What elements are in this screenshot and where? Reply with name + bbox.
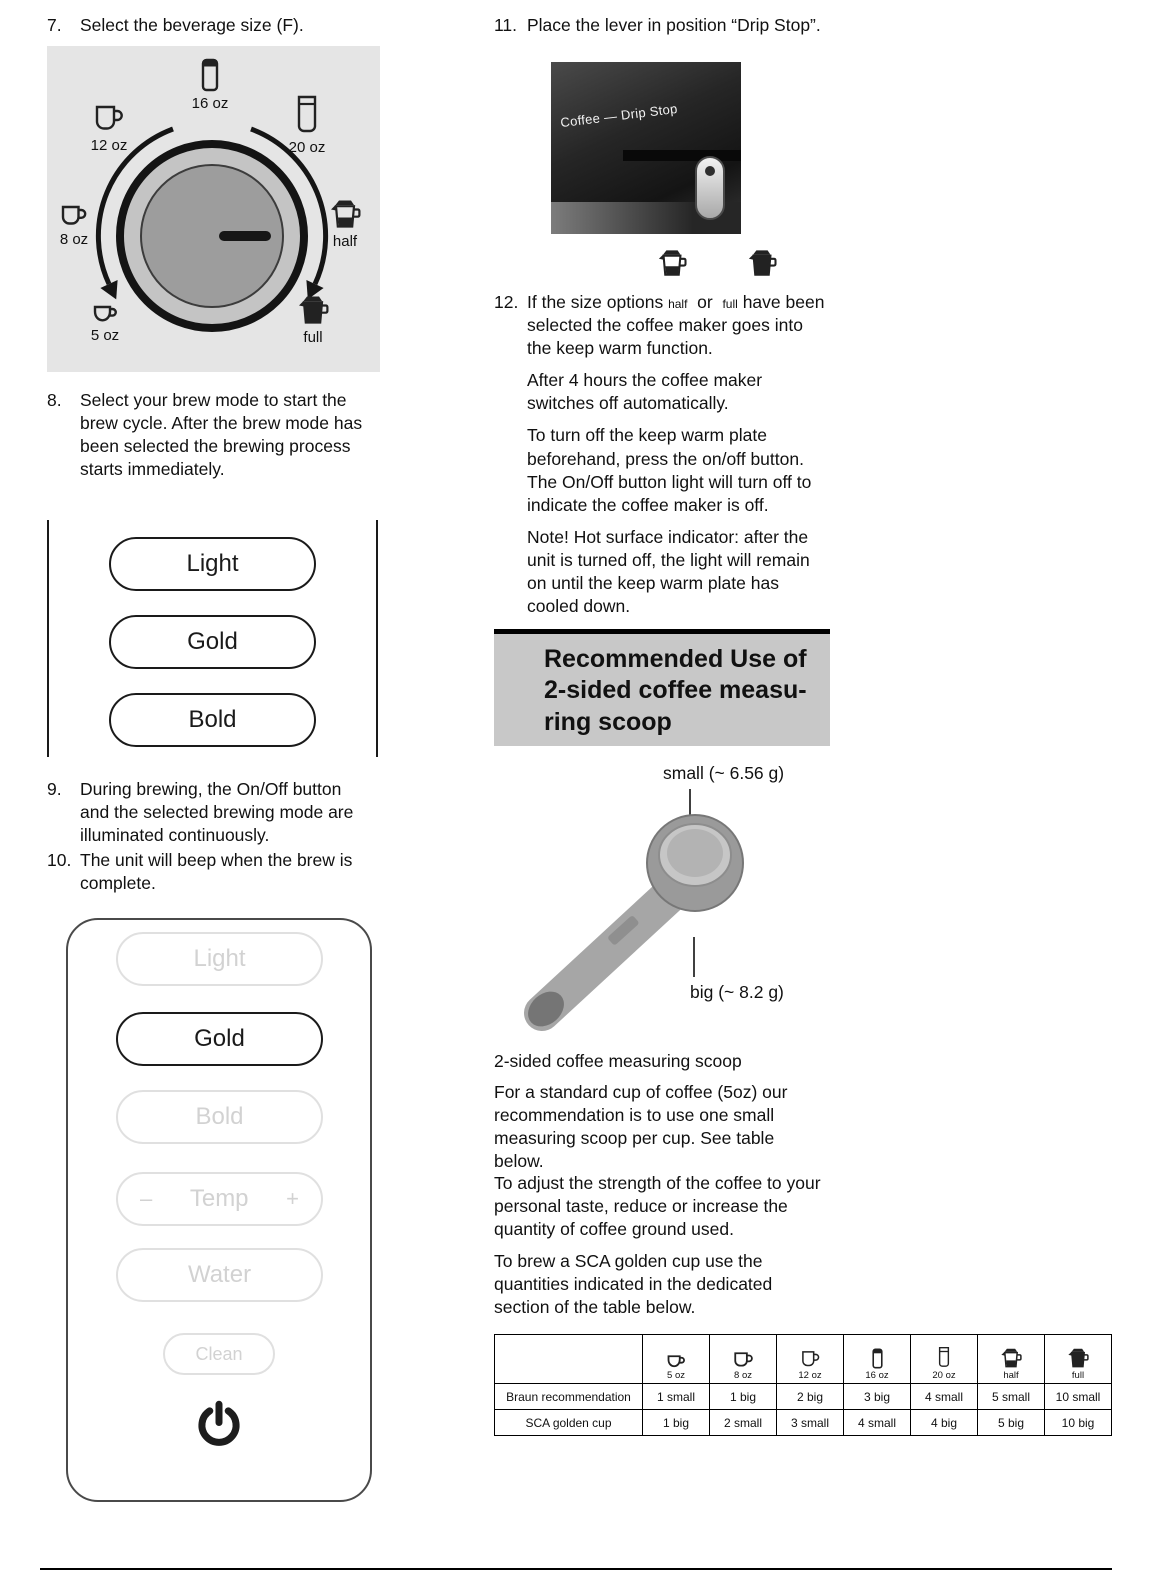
gold-button-label: Gold (194, 1025, 245, 1052)
cell: 3 big (844, 1384, 911, 1410)
size-option-16oz (182, 58, 238, 112)
section-title-line-1: Recommended Use of (544, 645, 807, 673)
size-option-12oz (81, 104, 137, 154)
step-11-text: Place the lever in position “Drip Stop”. (527, 15, 821, 35)
dosage-table (494, 1334, 1112, 1436)
dial-pointer (219, 231, 271, 241)
cup-5oz-icon (666, 1354, 686, 1369)
carafe-full-icon (296, 294, 330, 326)
cup-20oz-icon (938, 1346, 950, 1369)
cell: 2 small (710, 1410, 777, 1436)
temp-minus: – (140, 1186, 153, 1211)
step-9-number: 9. (47, 779, 62, 799)
cell: 10 small (1045, 1384, 1112, 1410)
gold-button-label: Gold (187, 628, 238, 655)
col-header-8oz: 8 oz (710, 1335, 777, 1384)
size-label-5oz: 5 oz (90, 327, 120, 344)
table-corner-cell (495, 1335, 643, 1384)
cup-20oz-icon (296, 94, 318, 136)
size-option-half (317, 198, 373, 250)
control-panel (66, 918, 372, 1502)
table-row-braun (495, 1384, 1112, 1410)
size-option-8oz (46, 204, 102, 248)
size-label-8oz: 8 oz (59, 231, 89, 248)
lever-shelf (623, 150, 741, 161)
cell: 1 big (710, 1384, 777, 1410)
water-button (116, 1248, 323, 1302)
keep-warm-paragraph-4: Note! Hot surface indicator: after the unit is turned off, the light will remain on until the keep warm plate has cooled down. (527, 526, 810, 617)
light-button-label: Light (186, 550, 239, 577)
size-label-20oz: 20 oz (288, 139, 326, 156)
scoop-paragraph-3: To brew a SCA golden cup use the quantities indicated in the dedicated section of the table below. (494, 1251, 773, 1318)
clean-button (163, 1333, 275, 1375)
power-icon (191, 1398, 247, 1454)
bold-button-label: Bold (195, 1103, 244, 1130)
step-9-text: During brewing, the On/Off button and the selected brewing mode are illuminated continuously. (80, 779, 354, 846)
lever-caption: Coffee — Drip Stop (559, 100, 679, 131)
light-button-label: Light (193, 945, 246, 972)
cell: 5 small (978, 1384, 1045, 1410)
size-option-5oz (77, 304, 133, 344)
scoop-section-header (494, 629, 830, 746)
step-9 (47, 778, 370, 847)
row-label: SCA golden cup (495, 1410, 643, 1436)
step-10-text: The unit will beep when the brew is complete. (80, 850, 353, 894)
cell: 5 big (978, 1410, 1045, 1436)
temp-plus: + (286, 1186, 299, 1211)
mug-8oz-icon (60, 204, 88, 228)
section-title-line-2: 2-sided coffee measu- (544, 676, 807, 705)
cell: 10 big (1045, 1410, 1112, 1436)
beverage-size-dial-panel (47, 46, 380, 372)
temp-button-label: Temp (189, 1185, 249, 1212)
cell: 4 small (911, 1384, 978, 1410)
carafe-half-icon (999, 1347, 1023, 1369)
cup-5oz-icon (92, 304, 118, 324)
size-label-half: half (332, 233, 358, 250)
step-7-text: Select the beverage size (F). (80, 15, 304, 35)
bold-button-dim (116, 1090, 323, 1144)
tumbler-16oz-icon (872, 1348, 883, 1369)
section-title-line-3: ring scoop (544, 707, 672, 736)
size-option-20oz (279, 94, 335, 156)
step-7-number: 7. (47, 15, 62, 35)
bold-button (109, 693, 316, 747)
col-header-half: half (978, 1335, 1045, 1384)
light-button-dim (116, 932, 323, 986)
step-10-number: 10. (47, 850, 72, 870)
step-11 (494, 14, 864, 37)
keep-warm-paragraph-1: If the size options half or full have been selected the coffee maker goes into the keep warm function. (527, 292, 825, 359)
step-11-number: 11. (494, 15, 518, 35)
col-header-full: full (1045, 1335, 1112, 1384)
step-12-text (527, 291, 832, 618)
size-label-12oz: 12 oz (90, 137, 128, 154)
carafe-full-icon (745, 248, 779, 278)
water-button-label: Water (187, 1261, 252, 1288)
size-label-16oz: 16 oz (191, 95, 229, 112)
mug-12oz-icon (94, 104, 124, 134)
mug-12oz-icon (801, 1350, 820, 1369)
clean-button-label: Clean (195, 1343, 243, 1364)
col-header-12oz: 12 oz (777, 1335, 844, 1384)
col-header-16oz: 16 oz (844, 1335, 911, 1384)
step-8-text: Select your brew mode to start the brew cycle. After the brew mode has been selected the brewing process starts immediately. (80, 390, 363, 480)
cell: 4 small (844, 1410, 911, 1436)
on-off-button (187, 1394, 251, 1458)
temp-button (116, 1172, 323, 1226)
cell: 2 big (777, 1384, 844, 1410)
bold-button-label: Bold (188, 706, 237, 733)
carafe-half-icon (328, 198, 362, 230)
scoop-paragraph-2: To adjust the strength of the coffee to your personal taste, reduce or increase the quantity of coffee ground used. (494, 1173, 821, 1240)
size-option-full (285, 294, 341, 346)
carafe-half-icon (655, 248, 689, 278)
step-8-number: 8. (47, 390, 62, 410)
measuring-scoop-image (494, 745, 839, 1050)
step-12 (494, 291, 832, 618)
table-header-row (495, 1335, 1112, 1384)
half-word: half (668, 297, 688, 311)
cell: 3 small (777, 1410, 844, 1436)
carafe-full-icon (1066, 1347, 1090, 1369)
big-scoop-label: big (~ 8.2 g) (690, 982, 784, 1002)
mug-8oz-icon (733, 1351, 754, 1369)
col-header-5oz: 5 oz (643, 1335, 710, 1384)
table-row-sca (495, 1410, 1112, 1436)
brew-mode-panel (47, 520, 378, 757)
lever-photo (551, 62, 741, 234)
light-button (109, 537, 316, 591)
drip-stop-lever (695, 156, 725, 220)
row-label: Braun recommendation (495, 1384, 643, 1410)
page-bottom-rule (40, 1568, 1112, 1570)
cell: 1 big (643, 1410, 710, 1436)
keep-warm-paragraph-2: After 4 hours the coffee maker switches off automatically. (527, 370, 763, 414)
cell: 4 big (911, 1410, 978, 1436)
gold-button-active (116, 1012, 323, 1066)
step-8 (47, 389, 387, 481)
col-header-20oz: 20 oz (911, 1335, 978, 1384)
cell: 1 small (643, 1384, 710, 1410)
step-10 (47, 849, 370, 895)
small-scoop-label: small (~ 6.56 g) (663, 763, 785, 783)
scoop-illustration (494, 745, 839, 1050)
step-12-number: 12. (494, 292, 519, 312)
full-word: full (722, 297, 738, 311)
size-label-full: full (303, 329, 323, 346)
lever-hole (705, 166, 715, 176)
gold-button (109, 615, 316, 669)
scoop-paragraph-1: For a standard cup of coffee (5oz) our recommendation is to use one small measuring scoop per cup. See table below. (494, 1082, 788, 1172)
scoop-caption: 2-sided coffee measuring scoop (494, 1051, 742, 1071)
step-7 (47, 14, 387, 37)
keep-warm-paragraph-3: To turn off the keep warm plate beforehand, press the on/off button. The On/Off button light will turn off to indicate the coffee maker is off. (527, 425, 812, 515)
tumbler-16oz-icon (201, 58, 219, 92)
size-option-icons (655, 248, 779, 278)
